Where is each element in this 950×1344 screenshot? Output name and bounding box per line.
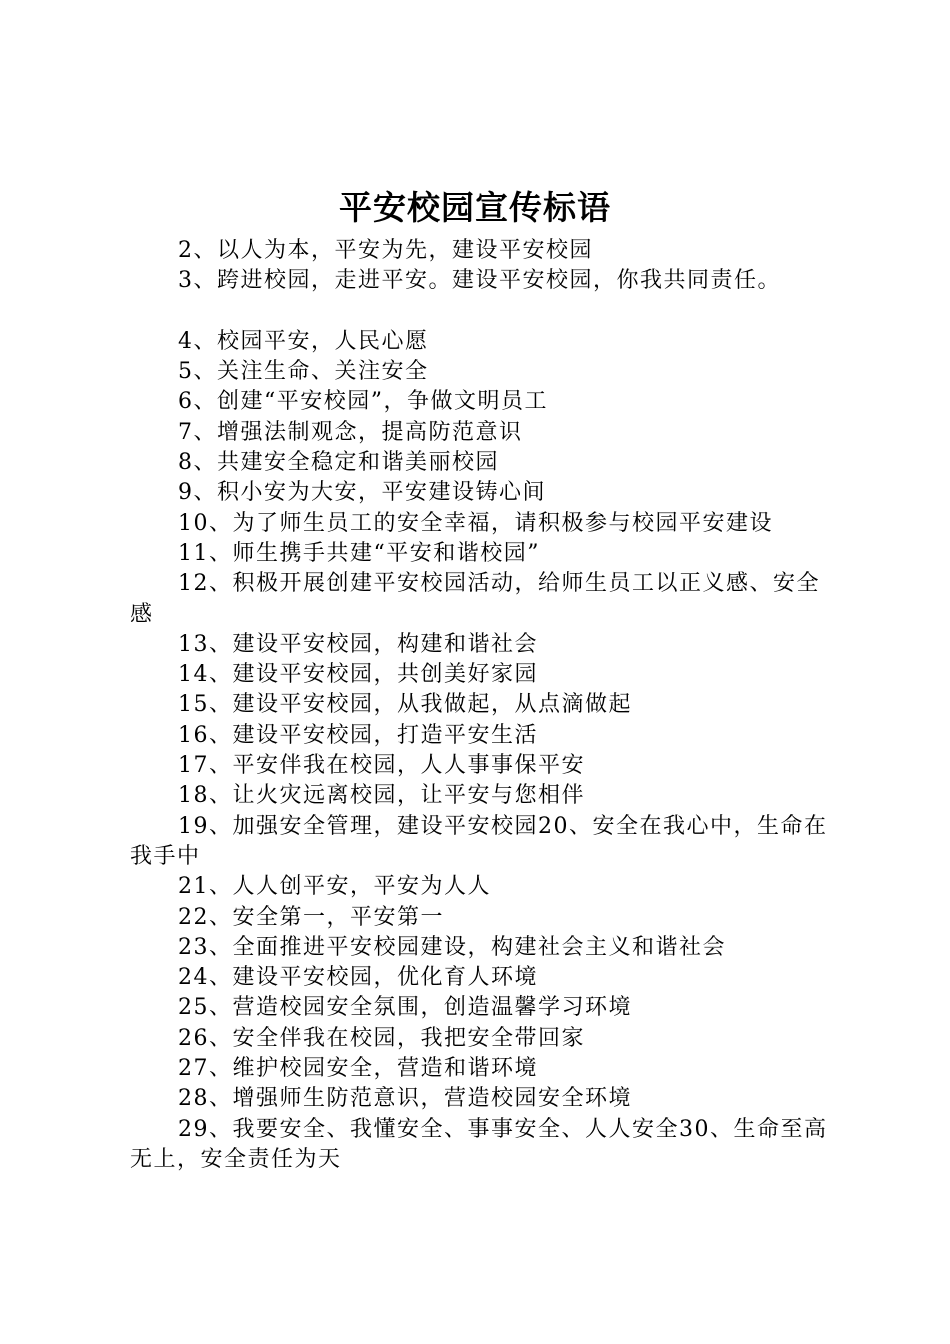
slogan-item: 28、增强师生防范意识，营造校园安全环境 (178, 1086, 632, 1112)
slogan-item: 27、维护校园安全，营造和谐环境 (178, 1056, 538, 1082)
slogan-item: 7、增强法制观念，提高防范意识 (178, 419, 523, 445)
slogan-item: 8、共建安全稳定和谐美丽校园 (178, 450, 499, 476)
slogan-item: 13、建设平安校园，构建和谐社会 (178, 631, 538, 657)
slogan-item: 25、营造校园安全氛围，创造温馨学习环境 (178, 995, 632, 1021)
blank-line (130, 297, 835, 327)
slogan-item: 2、以人为本，平安为先，建设平安校园 (178, 238, 593, 263)
document-title: 平安校园宣传标语 (339, 188, 611, 227)
slogan-item: 4、校园平安，人民心愿 (178, 328, 429, 354)
slogan-item: 29、我要安全、我懂安全、事事安全、人人安全30、生命至高无上，安全责任为天 (130, 1116, 828, 1172)
slogan-item: 16、建设平安校园，打造平安生活 (178, 722, 538, 748)
slogan-item: 3、跨进校园，走进平安。建设平安校园，你我共同责任。 (178, 268, 781, 294)
slogan-item: 24、建设平安校园，优化育人环境 (178, 965, 538, 991)
slogan-item: 22、安全第一，平安第一 (178, 904, 444, 930)
slogan-list (130, 236, 835, 1175)
slogan-item: 21、人人创平安，平安为人人 (178, 874, 491, 900)
slogan-item: 11、师生携手共建“平安和谐校园” (178, 540, 540, 566)
slogan-item: 17、平安伴我在校园，人人事事保平安 (178, 753, 585, 779)
slogan-item: 26、安全伴我在校园，我把安全带回家 (178, 1025, 585, 1051)
slogan-item: 6、创建“平安校园”，争做文明员工 (178, 389, 548, 415)
slogan-item: 10、为了师生员工的安全幸福，请积极参与校园平安建设 (178, 510, 773, 536)
slogan-item: 9、积小安为大安，平安建设铸心间 (178, 480, 546, 506)
slogan-item: 19、加强安全管理，建设平安校园20、安全在我心中，生命在我手中 (130, 813, 828, 869)
slogan-item: 15、建设平安校园，从我做起，从点滴做起 (178, 692, 632, 718)
slogan-item: 18、让火灾远离校园，让平安与您相伴 (178, 783, 585, 809)
slogan-item: 12、积极开展创建平安校园活动，给师生员工以正义感、安全感 (130, 571, 820, 627)
slogan-item: 23、全面推进平安校园建设，构建社会主义和谐社会 (178, 934, 726, 960)
slogan-item: 5、关注生命、关注安全 (178, 359, 429, 385)
slogan-item: 14、建设平安校园，共创美好家园 (178, 662, 538, 688)
